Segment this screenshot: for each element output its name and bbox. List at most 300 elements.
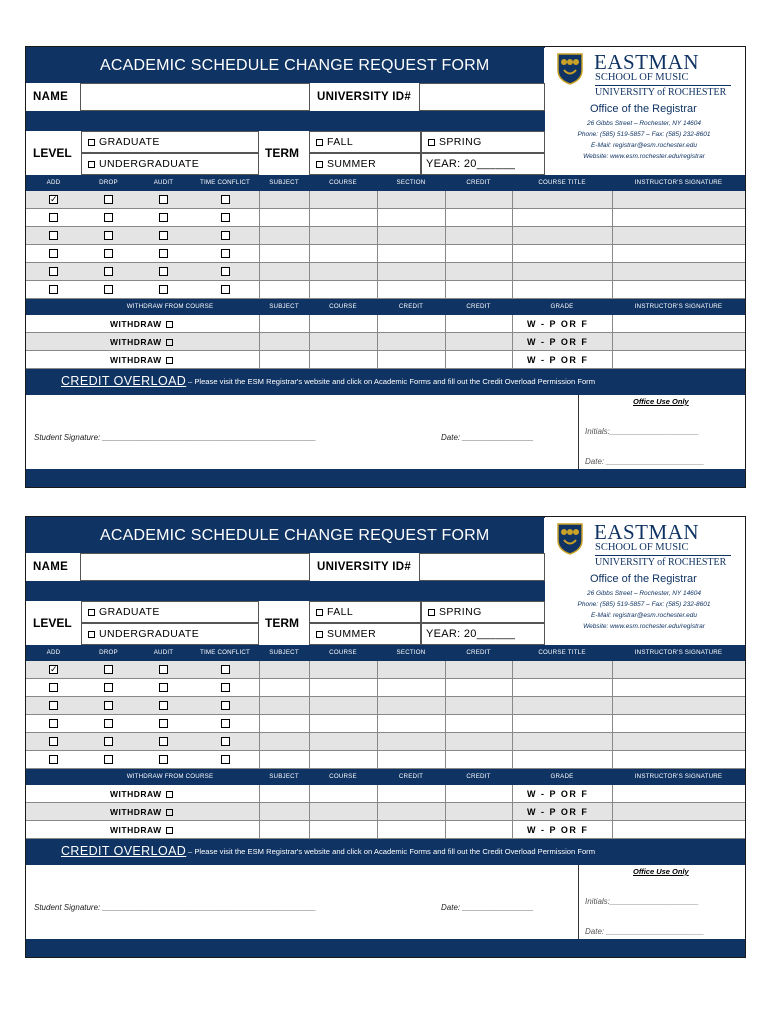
summer-option[interactable]: [309, 623, 421, 645]
course-cell[interactable]: [309, 697, 377, 715]
col-subject: SUBJECT: [269, 649, 299, 656]
w-course-cell[interactable]: [309, 333, 377, 351]
col-w-signature: INSTRUCTOR'S SIGNATURE: [634, 773, 723, 780]
course-cell[interactable]: [309, 715, 377, 733]
w-subject-cell[interactable]: [259, 351, 309, 369]
credit-overload-text: – Please visit the ESM Registrar's website and click on Academic Forms and fill out the Credit Overload Permission Form: [188, 377, 596, 386]
course-cell[interactable]: [309, 245, 377, 263]
footer-bar: [26, 469, 745, 487]
add-drop-row: [26, 209, 745, 227]
w-course-cell[interactable]: [309, 785, 377, 803]
add-checkbox[interactable]: ✓: [50, 194, 58, 204]
subject-cell[interactable]: [259, 697, 309, 715]
graduate-label: GRADUATE: [99, 606, 160, 618]
col-section: SECTION: [396, 179, 426, 186]
audit-checkbox[interactable]: [159, 213, 168, 222]
add-drop-row: [26, 281, 745, 299]
subject-cell[interactable]: [259, 751, 309, 769]
instructor-signature-cell[interactable]: [612, 751, 745, 769]
course-title-cell[interactable]: [512, 227, 612, 245]
withdraw-option[interactable]: [110, 319, 177, 329]
time-conflict-checkbox[interactable]: [221, 683, 230, 692]
undergraduate-checkbox[interactable]: [88, 631, 95, 638]
time-conflict-checkbox[interactable]: [221, 719, 230, 728]
student-signature-field[interactable]: [34, 903, 316, 912]
course-title-cell[interactable]: [512, 209, 612, 227]
course-title-cell[interactable]: [512, 733, 612, 751]
student-signature-field[interactable]: [34, 433, 316, 442]
withdraw-option[interactable]: [110, 789, 177, 799]
credit-overload-link[interactable]: CREDIT OVERLOAD: [61, 374, 187, 388]
add-checkbox[interactable]: [49, 683, 58, 692]
title-bar: [26, 517, 545, 553]
grade-options: W - P OR F: [527, 319, 589, 329]
eastman-logo-block: [544, 48, 744, 174]
subject-cell[interactable]: [259, 733, 309, 751]
year-field[interactable]: YEAR: 20______: [421, 623, 545, 645]
course-cell[interactable]: [309, 191, 377, 209]
subject-cell[interactable]: [259, 209, 309, 227]
undergraduate-checkbox[interactable]: [88, 161, 95, 168]
fall-option[interactable]: [309, 601, 421, 623]
withdraw-header: [26, 299, 745, 315]
undergraduate-label: UNDERGRADUATE: [99, 158, 200, 170]
w-credit2-cell[interactable]: [445, 333, 512, 351]
col-w-subject: SUBJECT: [269, 303, 299, 310]
add-checkbox[interactable]: ✓: [50, 664, 58, 674]
time-conflict-checkbox[interactable]: [221, 285, 230, 294]
office-use-label: Office Use Only: [633, 867, 689, 876]
add-drop-row: [26, 245, 745, 263]
w-grade-cell[interactable]: [512, 351, 612, 369]
audit-checkbox[interactable]: [159, 267, 168, 276]
add-checkbox[interactable]: [49, 231, 58, 240]
graduate-option[interactable]: [81, 131, 259, 153]
initials-field[interactable]: Initials:____________________: [585, 897, 699, 906]
credit-overload-text: – Please visit the ESM Registrar's website and click on Academic Forms and fill out the Credit Overload Permission Form: [188, 847, 596, 856]
col-time-conflict: TIME CONFLICT: [199, 179, 251, 186]
credit-cell[interactable]: [445, 715, 512, 733]
section-cell[interactable]: [377, 263, 445, 281]
grade-options: W - P OR F: [527, 807, 589, 817]
drop-checkbox[interactable]: [104, 195, 113, 204]
audit-checkbox[interactable]: [159, 231, 168, 240]
time-conflict-checkbox[interactable]: [221, 231, 230, 240]
graduate-label: GRADUATE: [99, 136, 160, 148]
section-cell[interactable]: [377, 191, 445, 209]
col-w-course: COURSE: [329, 773, 357, 780]
w-subject-cell[interactable]: [259, 315, 309, 333]
website-link[interactable]: Website: www.esm.rochester.edu/registrar: [583, 153, 705, 160]
time-conflict-checkbox[interactable]: [221, 701, 230, 710]
col-audit: AUDIT: [153, 649, 174, 656]
drop-checkbox[interactable]: [104, 665, 113, 674]
credit-cell[interactable]: [445, 751, 512, 769]
add-drop-row: [26, 263, 745, 281]
withdraw-option[interactable]: [110, 337, 177, 347]
w-course-cell[interactable]: [309, 803, 377, 821]
name-label: NAME: [33, 91, 69, 103]
fall-option[interactable]: [309, 131, 421, 153]
grade-options: W - P OR F: [527, 825, 589, 835]
summer-checkbox[interactable]: [316, 161, 323, 168]
w-subject-cell[interactable]: [259, 821, 309, 839]
w-credit-cell[interactable]: [377, 785, 445, 803]
w-credit-cell[interactable]: [377, 351, 445, 369]
add-checkbox[interactable]: [49, 267, 58, 276]
section-cell[interactable]: [377, 751, 445, 769]
student-signature-label: Student Signature: ________________________________________________: [34, 903, 317, 912]
credit-overload-link[interactable]: CREDIT OVERLOAD: [61, 844, 187, 858]
drop-checkbox[interactable]: [104, 285, 113, 294]
time-conflict-checkbox[interactable]: [221, 213, 230, 222]
withdraw-row: [26, 315, 745, 333]
time-conflict-checkbox[interactable]: [221, 267, 230, 276]
email-link[interactable]: E-Mail: registrar@esm.rochester.edu: [590, 612, 698, 619]
subject-cell[interactable]: [259, 661, 309, 679]
time-conflict-checkbox[interactable]: [221, 737, 230, 746]
w-credit2-cell[interactable]: [445, 821, 512, 839]
drop-checkbox[interactable]: [104, 267, 113, 276]
summer-checkbox[interactable]: [316, 631, 323, 638]
course-cell[interactable]: [309, 227, 377, 245]
section-cell[interactable]: [377, 227, 445, 245]
instructor-signature-cell[interactable]: [612, 227, 745, 245]
schedule-change-form-1: [25, 46, 746, 488]
name-row: [26, 553, 545, 581]
w-signature-cell[interactable]: [612, 803, 745, 821]
course-title-cell[interactable]: [512, 661, 612, 679]
drop-checkbox[interactable]: [104, 231, 113, 240]
name-field[interactable]: [80, 553, 310, 581]
email-link[interactable]: E-Mail: registrar@esm.rochester.edu: [590, 142, 698, 149]
spring-option[interactable]: [421, 601, 545, 623]
col-w-3: CREDIT: [398, 773, 424, 780]
subject-cell[interactable]: [259, 227, 309, 245]
instructor-signature-cell[interactable]: [612, 281, 745, 299]
name-field[interactable]: [80, 83, 310, 111]
withdraw-row: [26, 333, 745, 351]
term-label: TERM: [265, 146, 299, 160]
course-cell[interactable]: [309, 661, 377, 679]
withdraw-option[interactable]: [110, 825, 177, 835]
level-term-block: [26, 131, 545, 175]
section-cell[interactable]: [377, 245, 445, 263]
course-title-cell[interactable]: [512, 263, 612, 281]
crest-icon: [552, 522, 588, 556]
audit-checkbox[interactable]: [159, 683, 168, 692]
office-title: Office of the Registrar: [590, 573, 697, 585]
audit-checkbox[interactable]: [159, 195, 168, 204]
w-credit-cell[interactable]: [377, 333, 445, 351]
add-checkbox[interactable]: [49, 249, 58, 258]
withdraw-checkbox[interactable]: [166, 809, 173, 816]
col-subject: SUBJECT: [269, 179, 299, 186]
spring-label: SPRING: [439, 606, 482, 618]
graduate-checkbox[interactable]: [88, 139, 95, 146]
phone-text: Phone: (585) 519-5857 – Fax: (585) 232-8601: [577, 131, 711, 138]
withdraw-row: [26, 803, 745, 821]
crest-icon: [552, 52, 588, 86]
credit-cell[interactable]: [445, 733, 512, 751]
course-title-cell[interactable]: [512, 715, 612, 733]
summer-option[interactable]: [309, 153, 421, 175]
audit-checkbox[interactable]: [159, 719, 168, 728]
section-cell[interactable]: [377, 679, 445, 697]
course-title-cell[interactable]: [512, 245, 612, 263]
instructor-signature-cell[interactable]: [612, 715, 745, 733]
col-w-credit: CREDIT: [466, 303, 491, 310]
w-grade-cell[interactable]: [512, 785, 612, 803]
audit-checkbox[interactable]: [159, 285, 168, 294]
university-id-field[interactable]: [419, 553, 545, 581]
office-date-field[interactable]: Date: ______________________: [585, 927, 705, 936]
credit-cell[interactable]: [445, 191, 512, 209]
logo-divider: [595, 555, 731, 556]
audit-checkbox[interactable]: [159, 737, 168, 746]
logo-school: SCHOOL OF MUSIC: [595, 72, 689, 83]
credit-cell[interactable]: [445, 281, 512, 299]
w-subject-cell[interactable]: [259, 333, 309, 351]
withdraw-row: [26, 785, 745, 803]
w-credit2-cell[interactable]: [445, 351, 512, 369]
course-title-cell[interactable]: [512, 281, 612, 299]
drop-checkbox[interactable]: [104, 701, 113, 710]
credit-cell[interactable]: [445, 227, 512, 245]
audit-checkbox[interactable]: [159, 755, 168, 764]
course-cell[interactable]: [309, 751, 377, 769]
add-checkbox[interactable]: [49, 755, 58, 764]
subject-cell[interactable]: [259, 715, 309, 733]
section-cell[interactable]: [377, 281, 445, 299]
instructor-signature-cell[interactable]: [612, 209, 745, 227]
subject-cell[interactable]: [259, 281, 309, 299]
add-checkbox[interactable]: [49, 701, 58, 710]
graduate-option[interactable]: [81, 601, 259, 623]
time-conflict-checkbox[interactable]: [221, 249, 230, 258]
col-course-title: COURSE TITLE: [538, 179, 586, 186]
title-bar: [26, 47, 545, 83]
instructor-signature-cell[interactable]: [612, 661, 745, 679]
col-drop: DROP: [99, 179, 118, 186]
add-drop-header: [26, 645, 745, 661]
add-checkbox[interactable]: [49, 719, 58, 728]
course-cell[interactable]: [309, 209, 377, 227]
credit-cell[interactable]: [445, 263, 512, 281]
phone-text: Phone: (585) 519-5857 – Fax: (585) 232-8601: [577, 601, 711, 608]
w-credit2-cell[interactable]: [445, 803, 512, 821]
col-w-credit: CREDIT: [466, 773, 491, 780]
logo-university: UNIVERSITY of ROCHESTER: [595, 87, 727, 98]
instructor-signature-cell[interactable]: [612, 263, 745, 281]
office-use-label: Office Use Only: [633, 397, 689, 406]
withdraw-option[interactable]: [110, 355, 177, 365]
office-date-field[interactable]: Date: ______________________: [585, 457, 705, 466]
w-grade-cell[interactable]: [512, 821, 612, 839]
credit-overload-bar: [26, 369, 745, 395]
subject-cell[interactable]: [259, 263, 309, 281]
section-cell[interactable]: [377, 697, 445, 715]
withdraw-label: WITHDRAW: [110, 789, 162, 799]
section-cell[interactable]: [377, 209, 445, 227]
w-signature-cell[interactable]: [612, 315, 745, 333]
withdraw-checkbox[interactable]: [166, 827, 173, 834]
course-cell[interactable]: [309, 679, 377, 697]
credit-cell[interactable]: [445, 679, 512, 697]
course-cell[interactable]: [309, 733, 377, 751]
course-title-cell[interactable]: [512, 191, 612, 209]
schedule-change-form-2: [25, 516, 746, 958]
audit-checkbox[interactable]: [159, 701, 168, 710]
withdraw-header: [26, 769, 745, 785]
withdraw-checkbox[interactable]: [166, 791, 173, 798]
navy-spacer: [26, 111, 545, 131]
course-title-cell[interactable]: [512, 751, 612, 769]
withdraw-option[interactable]: [110, 807, 177, 817]
summer-label: SUMMER: [327, 158, 377, 170]
w-course-cell[interactable]: [309, 315, 377, 333]
credit-cell[interactable]: [445, 209, 512, 227]
add-checkbox[interactable]: [49, 213, 58, 222]
student-signature-label: Student Signature: ________________________________________________: [34, 433, 317, 442]
form-title: ACADEMIC SCHEDULE CHANGE REQUEST FORM: [100, 527, 490, 544]
subject-cell[interactable]: [259, 679, 309, 697]
drop-checkbox[interactable]: [104, 737, 113, 746]
w-credit-cell[interactable]: [377, 803, 445, 821]
drop-checkbox[interactable]: [104, 249, 113, 258]
withdraw-checkbox[interactable]: [166, 357, 173, 364]
col-w-signature: INSTRUCTOR'S SIGNATURE: [634, 303, 723, 310]
spring-checkbox[interactable]: [428, 139, 435, 146]
audit-checkbox[interactable]: [159, 665, 168, 674]
add-drop-header: [26, 175, 745, 191]
withdraw-checkbox[interactable]: [166, 339, 173, 346]
credit-cell[interactable]: [445, 245, 512, 263]
fall-label: FALL: [327, 136, 354, 148]
time-conflict-checkbox[interactable]: [221, 665, 230, 674]
course-title-cell[interactable]: [512, 697, 612, 715]
time-conflict-checkbox[interactable]: [221, 195, 230, 204]
col-instructor-signature: INSTRUCTOR'S SIGNATURE: [634, 179, 723, 186]
w-credit2-cell[interactable]: [445, 315, 512, 333]
subject-cell[interactable]: [259, 191, 309, 209]
footer-bar: [26, 939, 745, 957]
w-course-cell[interactable]: [309, 821, 377, 839]
withdraw-rows: [26, 785, 745, 839]
credit-cell[interactable]: [445, 661, 512, 679]
w-credit-cell[interactable]: [377, 315, 445, 333]
w-credit2-cell[interactable]: [445, 785, 512, 803]
instructor-signature-cell[interactable]: [612, 191, 745, 209]
instructor-signature-cell[interactable]: [612, 679, 745, 697]
undergraduate-option[interactable]: [81, 153, 259, 175]
date-field[interactable]: Date: ________________: [441, 903, 534, 912]
subject-cell[interactable]: [259, 245, 309, 263]
section-cell[interactable]: [377, 715, 445, 733]
university-id-field[interactable]: [419, 83, 545, 111]
course-title-cell[interactable]: [512, 679, 612, 697]
office-title: Office of the Registrar: [590, 103, 697, 115]
drop-checkbox[interactable]: [104, 683, 113, 692]
instructor-signature-cell[interactable]: [612, 245, 745, 263]
w-subject-cell[interactable]: [259, 803, 309, 821]
grade-options: W - P OR F: [527, 337, 589, 347]
add-drop-row: [26, 751, 745, 769]
w-signature-cell[interactable]: [612, 821, 745, 839]
drop-checkbox[interactable]: [104, 755, 113, 764]
term-label: TERM: [265, 616, 299, 630]
withdraw-row: [26, 821, 745, 839]
credit-overload-bar: [26, 839, 745, 865]
section-cell[interactable]: [377, 661, 445, 679]
w-course-cell[interactable]: [309, 351, 377, 369]
section-cell[interactable]: [377, 733, 445, 751]
year-field[interactable]: YEAR: 20______: [421, 153, 545, 175]
undergraduate-option[interactable]: [81, 623, 259, 645]
withdraw-checkbox[interactable]: [166, 321, 173, 328]
course-cell[interactable]: [309, 281, 377, 299]
fall-checkbox[interactable]: [316, 609, 323, 616]
add-drop-row: [26, 227, 745, 245]
credit-cell[interactable]: [445, 697, 512, 715]
add-drop-row: [26, 679, 745, 697]
col-section: SECTION: [396, 649, 426, 656]
logo-divider: [595, 85, 731, 86]
add-drop-row: [26, 661, 745, 679]
time-conflict-checkbox[interactable]: [221, 755, 230, 764]
add-drop-row: [26, 715, 745, 733]
w-grade-cell[interactable]: [512, 333, 612, 351]
add-drop-rows: [26, 191, 745, 299]
w-grade-cell[interactable]: [512, 315, 612, 333]
col-course-title: COURSE TITLE: [538, 649, 586, 656]
grade-options: W - P OR F: [527, 355, 589, 365]
graduate-checkbox[interactable]: [88, 609, 95, 616]
form-title: ACADEMIC SCHEDULE CHANGE REQUEST FORM: [100, 57, 490, 74]
audit-checkbox[interactable]: [159, 249, 168, 258]
logo-school: SCHOOL OF MUSIC: [595, 542, 689, 553]
col-w-subject: SUBJECT: [269, 773, 299, 780]
col-add: ADD: [46, 179, 61, 186]
w-subject-cell[interactable]: [259, 785, 309, 803]
date-field[interactable]: Date: ________________: [441, 433, 534, 442]
level-term-block: [26, 601, 545, 645]
w-credit-cell[interactable]: [377, 821, 445, 839]
initials-field[interactable]: Initials:____________________: [585, 427, 699, 436]
add-checkbox[interactable]: [49, 737, 58, 746]
instructor-signature-cell[interactable]: [612, 697, 745, 715]
w-grade-cell[interactable]: [512, 803, 612, 821]
spring-checkbox[interactable]: [428, 609, 435, 616]
course-cell[interactable]: [309, 263, 377, 281]
col-instructor-signature: INSTRUCTOR'S SIGNATURE: [634, 649, 723, 656]
add-checkbox[interactable]: [49, 285, 58, 294]
fall-checkbox[interactable]: [316, 139, 323, 146]
website-link[interactable]: Website: www.esm.rochester.edu/registrar: [583, 623, 705, 630]
w-signature-cell[interactable]: [612, 333, 745, 351]
drop-checkbox[interactable]: [104, 213, 113, 222]
logo-eastman: EASTMAN: [594, 520, 700, 544]
instructor-signature-cell[interactable]: [612, 733, 745, 751]
w-signature-cell[interactable]: [612, 351, 745, 369]
w-signature-cell[interactable]: [612, 785, 745, 803]
spring-option[interactable]: [421, 131, 545, 153]
withdraw-row: [26, 351, 745, 369]
col-w-grade: GRADE: [550, 303, 574, 310]
col-audit: AUDIT: [153, 179, 174, 186]
drop-checkbox[interactable]: [104, 719, 113, 728]
col-credit: CREDIT: [466, 179, 491, 186]
